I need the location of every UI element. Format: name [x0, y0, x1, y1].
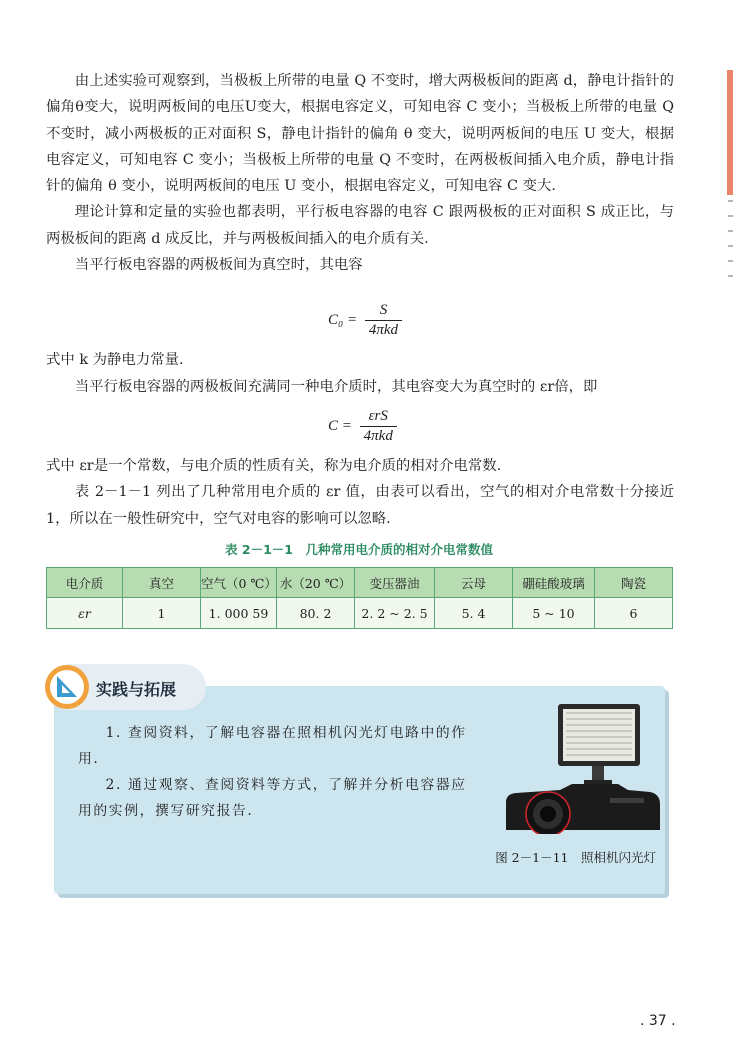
table-header-cell: 空气（0 ℃） — [201, 568, 277, 598]
table-header-cell: 真空 — [123, 568, 201, 598]
table-header-cell: 变压器油 — [355, 568, 435, 598]
paragraph-table-note: 表 2－1－1 列出了几种常用电介质的 εr 值，由表可以看出，空气的相对介电常数十分接近 1，所以在一般性研究中，空气对电容的影响可以忽略. — [46, 484, 674, 527]
table-cell: εr — [47, 598, 123, 629]
formula-vacuum-capacitance — [328, 302, 402, 339]
table-header-cell: 云母 — [435, 568, 513, 598]
practice-item-2: 2. 通过观察、查阅资料等方式，了解并分析电容器应用的实例，撰写研究报告. — [78, 777, 467, 819]
formula-1-numerator: S — [365, 302, 402, 321]
table-cell: 1 — [123, 598, 201, 629]
dielectric-table — [46, 567, 673, 629]
paragraph-k-constant: 式中 k 为静电力常量. — [46, 352, 184, 368]
edge-marks — [728, 200, 733, 290]
paragraph-relative-permittivity: 式中 εr是一个常数，与电介质的性质有关，称为电介质的相对介电常数. — [46, 458, 502, 474]
paragraph-theory: 理论计算和定量的实验也都表明，平行板电容器的电容 C 跟两极板的正对面积 S 成正比，与两极板间的距离 d 成反比，并与两极板间插入的电介质有关. — [46, 204, 674, 247]
formula-2-numerator: εrS — [360, 408, 397, 427]
triangle-ruler-icon — [44, 664, 90, 710]
paragraph-dielectric-intro: 当平行板电容器的两极板间充满同一种电介质时，其电容变大为真空时的 εr倍，即 — [74, 379, 598, 395]
table-caption: 表 2－1－1 几种常用电介质的相对介电常数值 — [225, 542, 493, 557]
table-cell: 5. 4 — [435, 598, 513, 629]
paragraph-observation: 由上述实验可观察到，当极板上所带的电量 Q 不变时，增大两极板间的距离 d，静电计指针的偏角θ变大，说明两板间的电压U变大，根据电容定义，可知电容 C 变小；当极板上所带的电量 Q 不变时，减小两极板的正对面积 S，静电计指针的偏角 θ 变大，说明两板间的电压 U 变大，根据电容定义，可知电容 C 变小；当极板上所带的电量 Q 不变时，在两极板间插入电介质，静电计指针的偏角 θ 变小，说明两板间的电压 U 变小，根据电容定义，可知电容 C 变大. — [46, 73, 674, 195]
formula-1-lhs: C₀ = — [328, 312, 358, 328]
table-header-cell: 陶瓷 — [595, 568, 673, 598]
table-cell: 5 ~ 10 — [513, 598, 595, 629]
practice-title: 实践与拓展 — [96, 680, 177, 699]
figure-caption: 图 2－1－11 照相机闪光灯 — [495, 850, 656, 865]
practice-item-1: 1. 查阅资料，了解电容器在照相机闪光灯电路中的作用. — [78, 725, 467, 767]
page-number: . 37 . — [640, 1013, 676, 1029]
table-header-cell: 水（20 ℃） — [277, 568, 355, 598]
practice-items — [78, 720, 470, 824]
formula-2-fraction — [360, 408, 397, 445]
body-text-top — [46, 68, 674, 278]
table-header-row — [47, 568, 673, 598]
table-header-cell: 电介质 — [47, 568, 123, 598]
table-cell: 2. 2 ~ 2. 5 — [355, 598, 435, 629]
paragraph-vacuum-intro: 当平行板电容器的两极板间为真空时，其电容 — [74, 257, 363, 274]
formula-2-lhs: C = — [328, 418, 352, 434]
formula-2-denominator: 4πkd — [363, 428, 393, 444]
table-cell: 1. 000 59 — [201, 598, 277, 629]
table-header-cell: 硼硅酸玻璃 — [513, 568, 595, 598]
formula-dielectric-capacitance — [328, 408, 397, 445]
camera-flash-image — [500, 698, 660, 834]
body-text-bottom — [46, 453, 674, 532]
table-cell: 6 — [595, 598, 673, 629]
table-cell: 80. 2 — [277, 598, 355, 629]
formula-1-fraction — [365, 302, 402, 339]
table-row — [47, 598, 673, 629]
formula-1-denominator: 4πkd — [368, 322, 399, 338]
chapter-edge-tab — [727, 70, 733, 195]
